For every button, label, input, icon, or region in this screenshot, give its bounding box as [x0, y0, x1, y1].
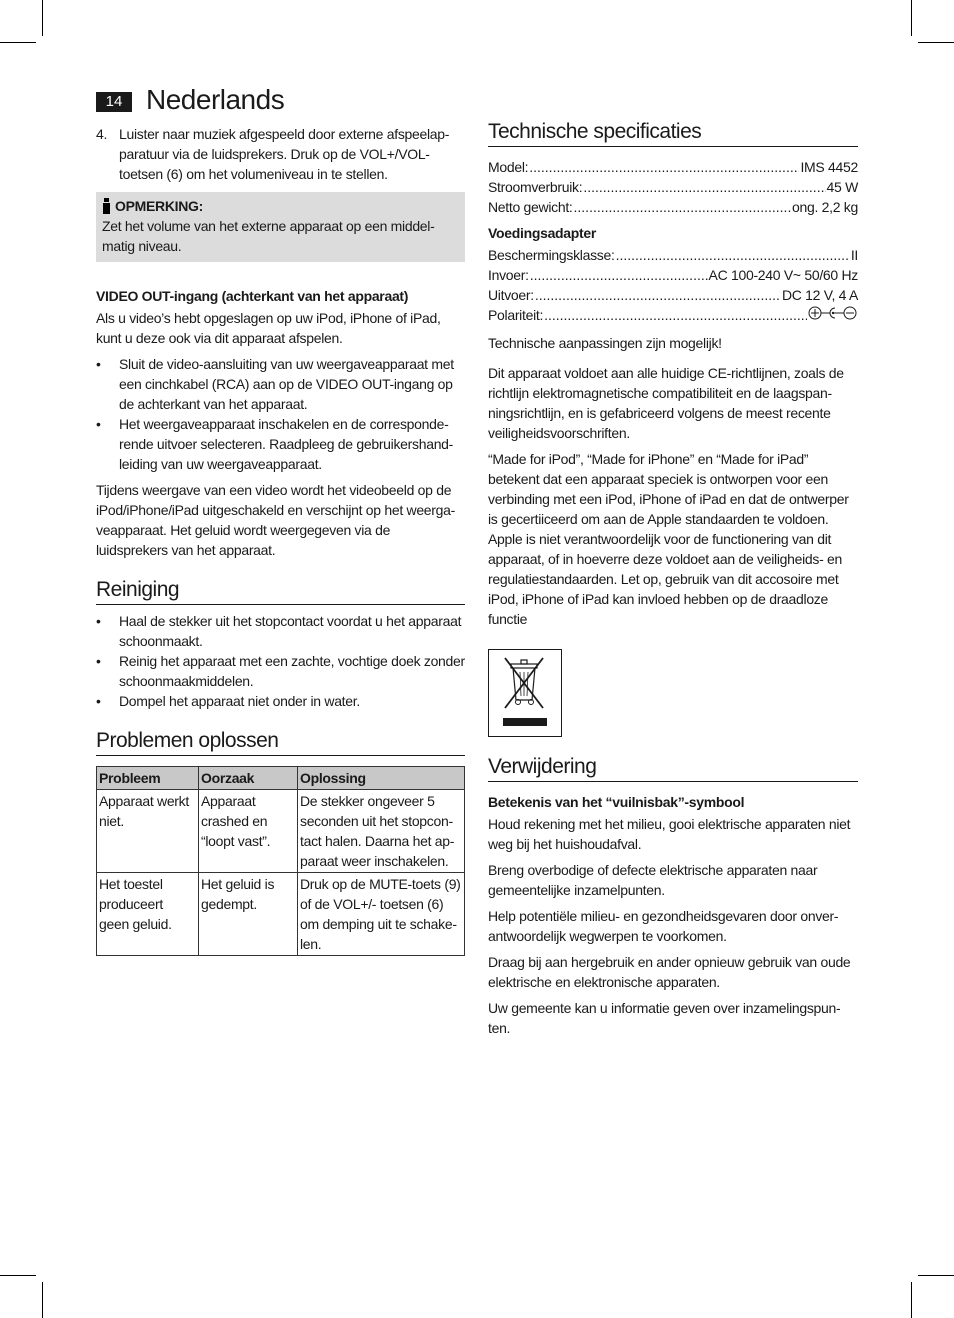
apple-text: “Made for iPod”, “Made for iPhone” en “Made for iPad” betekent dat een apparaat speciek is ontworpen voor een verbinding met een iPod, iPhone of iPad en dat de ontwerper is gecertiiceerd om aan de Apple standaarden te voldoen. Apple is niet verantwoordelijk voor de functionering van dit apparaat, of in hoeverre deze voldoet aan de veiligheids- en regulatiestandaarden. Let op, gebruik van dit accosoire met iPod, iPhone of iPad kan invloed hebben op de draadloze functie	[488, 451, 849, 627]
crop-mark	[0, 42, 36, 43]
spec-label: Stroomverbruik:	[488, 179, 583, 195]
spec-protection	[488, 245, 858, 265]
video-outro: Tijdens weergave van een video wordt het videobeeld op de iPod/iPhone/iPad uitgeschakeld en verschijnt op het weergaveapparaat. Het geluid wordt weergegeven via de luidsprekers van het apparaat.	[96, 482, 456, 558]
crop-mark	[918, 42, 954, 43]
spec-value: II	[850, 247, 858, 263]
table-cell: Apparaat werkt niet.	[97, 790, 199, 873]
right-column	[488, 122, 858, 1044]
table-cell: Het toestel produceert geen geluid.	[97, 873, 199, 956]
column-header: Probleem	[97, 767, 199, 790]
video-intro: Als u video’s hebt opgeslagen op uw iPod, iPhone of iPad, kunt u deze ook via dit apparaat afspelen.	[96, 310, 441, 346]
spec-label: Beschermingsklasse:	[488, 247, 615, 263]
spec-changes: Technische aanpassingen zijn mogelijk!	[488, 335, 722, 351]
disposal-subheading: Betekenis van het “vuilnisbak”-symbool	[488, 794, 745, 810]
video-heading: VIDEO OUT-ingang (achterkant van het apparaat)	[96, 288, 409, 304]
list-item: • Haal de stekker uit het stopcontact voordat u het apparaat schoonmaakt.	[96, 611, 465, 651]
list-item: • Het weergaveapparaat inschakelen en de corresponderende uitvoer selecteren. Raadpleeg de gebruikershandleiding van uw weergaveapparaat.	[96, 414, 465, 474]
disposal-paragraph: Breng overbodige of defecte elektrische apparaten naar gemeentelijke inzamelpunten.	[488, 862, 818, 898]
crop-mark	[42, 1282, 43, 1318]
note-text: Zet het volume van het externe apparaat op een middelmatig niveau.	[102, 218, 435, 254]
specs-heading: Technische specificaties	[488, 122, 858, 147]
disposal-paragraph: Help potentiële milieu- en gezondheidsgevaren door onverantwoordelijk wegwerpen te voorkomen.	[488, 908, 839, 944]
table-cell: Apparaat crashed en “loopt vast”.	[199, 790, 298, 873]
table-row	[97, 873, 465, 956]
crop-mark	[42, 0, 43, 36]
list-item-text: Haal de stekker uit het stopcontact voordat u het apparaat schoonmaakt.	[119, 613, 462, 649]
spec-label: Model:	[488, 159, 529, 175]
disposal-paragraph: Draag bij aan hergebruik en ander opnieuw gebruik van oude elektrische en elektronische apparaten.	[488, 954, 851, 990]
list-item-text: Reinig het apparaat met een zachte, vochtige doek zonder schoonmaakmiddelen.	[119, 653, 465, 689]
spec-weight	[488, 197, 858, 217]
note-header	[102, 196, 459, 216]
spec-value: IMS 4452	[800, 159, 858, 175]
trouble-heading: Problemen oplossen	[96, 731, 465, 756]
ce-text: Dit apparaat voldoet aan alle huidige CE-richtlijnen, zoals de richtlijn elektromagnetische compatibiliteit en de laagspanningsrichtlijn, en is gefabriceerd volgens de meest recente veiligheidsvoorschriften.	[488, 365, 844, 441]
step-4	[96, 124, 465, 184]
crop-mark	[911, 1282, 912, 1318]
note-label: OPMERKING:	[115, 198, 204, 214]
column-header: Oplossing	[298, 767, 465, 790]
spec-label: Invoer:	[488, 267, 529, 283]
column-header: Oorzaak	[199, 767, 298, 790]
table-cell: De stekker ongeveer 5 seconden uit het stopcontact halen. Daarna het apparaat weer inschakelen.	[298, 790, 465, 873]
page-title: Nederlands	[146, 84, 285, 115]
cleaning-bullets	[96, 611, 465, 711]
table-header-row	[97, 767, 465, 790]
spec-output	[488, 285, 858, 305]
crop-mark	[911, 0, 912, 36]
spec-power	[488, 177, 858, 197]
list-item-text: Dompel het apparaat niet onder in water.	[119, 693, 360, 709]
spec-input	[488, 265, 858, 285]
list-item: • Dompel het apparaat niet onder in water.	[96, 693, 360, 709]
spec-value: AC 100-240 V~ 50/60 Hz	[708, 267, 858, 283]
spec-label: Uitvoer:	[488, 287, 534, 303]
disposal-heading: Verwijdering	[488, 757, 858, 782]
weee-bin-icon	[488, 649, 562, 737]
crop-mark	[0, 1275, 36, 1276]
spec-polarity	[488, 305, 858, 325]
spec-value: 45 W	[826, 179, 858, 195]
disposal-paragraph: Houd rekening met het milieu, gooi elektrische apparaten niet weg bij het huishoudafval.	[488, 816, 851, 852]
table-cell: Druk op de MUTE-toets (9) of de VOL+/- toetsen (6) om demping uit te schakelen.	[298, 873, 465, 956]
cleaning-heading: Reiniging	[96, 580, 465, 605]
page-number: 14	[96, 92, 132, 112]
note-box	[96, 192, 465, 262]
polarity-icon	[808, 306, 858, 320]
spec-value: ong. 2,2 kg	[792, 199, 858, 215]
spec-model	[488, 157, 858, 177]
spec-value: DC 12 V, 4 A	[781, 287, 858, 303]
list-item: • Reinig het apparaat met een zachte, vochtige doek zonder schoonmaakmiddelen.	[96, 653, 465, 689]
video-bullets	[96, 354, 465, 474]
step-text: Luister naar muziek afgespeeld door externe afspeelapparatuur via de luidsprekers. Druk op de VOL+/VOL-toetsen (6) om het volumeniveau in te stellen.	[119, 126, 450, 182]
info-icon	[102, 198, 111, 214]
adapter-heading: Voedingsadapter	[488, 225, 597, 241]
left-column	[96, 124, 465, 956]
list-item: • Sluit de video-aansluiting van uw weergaveapparaat met een cinchkabel (RCA) aan op de VIDEO OUT-ingang op de achterkant van het apparaat.	[96, 354, 465, 414]
crop-mark	[918, 1275, 954, 1276]
list-item-text: Sluit de video-aansluiting van uw weergaveapparaat met een cinchkabel (RCA) aan op de VIDEO OUT-ingang op de achterkant van het apparaat.	[119, 356, 454, 412]
step-number: 4.	[96, 126, 108, 142]
table-row	[97, 790, 465, 873]
table-cell: Het geluid is gedempt.	[199, 873, 298, 956]
trouble-table	[96, 766, 465, 956]
disposal-paragraph: Uw gemeente kan u informatie geven over inzamelingspunten.	[488, 1000, 841, 1036]
spec-label: Netto gewicht:	[488, 199, 573, 215]
spec-label: Polariteit:	[488, 307, 544, 323]
list-item-text: Het weergaveapparaat inschakelen en de corresponderende uitvoer selecteren. Raadpleeg de gebruikershandleiding van uw weergaveapparaat.	[119, 416, 454, 472]
